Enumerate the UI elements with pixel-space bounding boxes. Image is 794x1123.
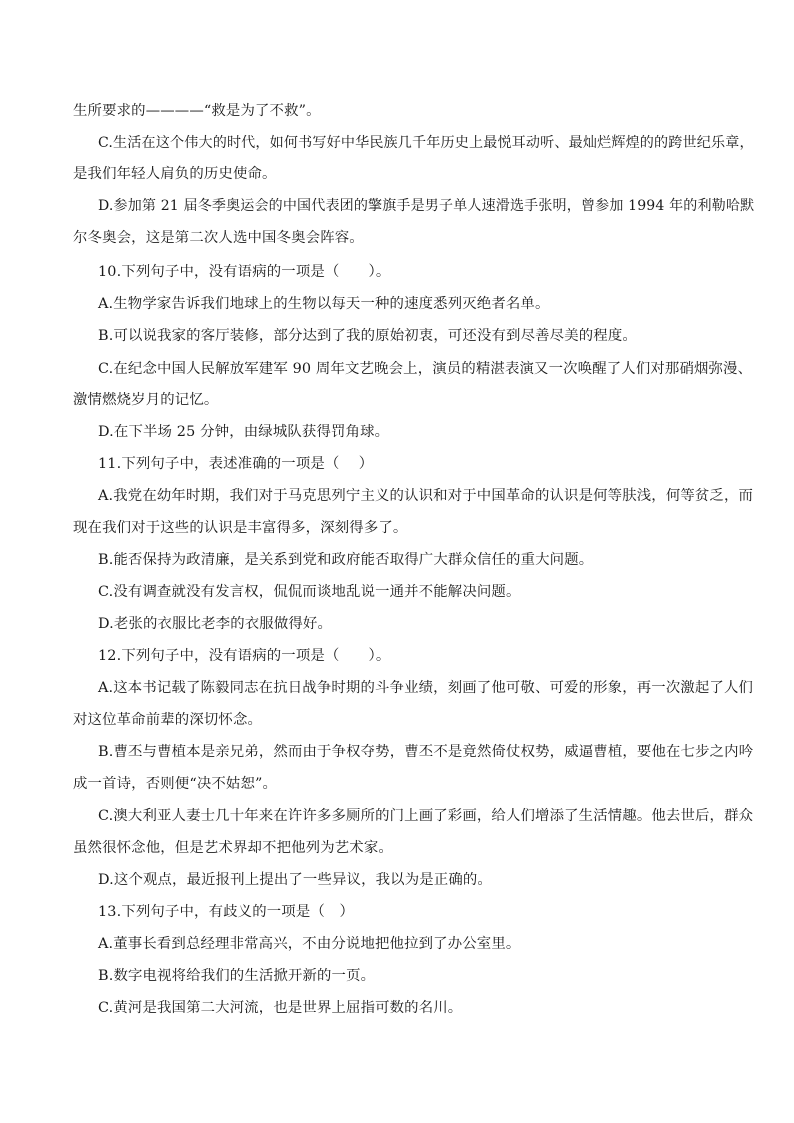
option-c-line: C.澳大利亚人妻士几十年来在许许多多厕所的门上画了彩画，给人们增添了生活情趣。他去世后，群众: [98, 808, 754, 824]
option-a-line: A.我党在幼年时期，我们对于马克思列宁主义的认识和对于中国革命的认识是何等肤浅，何等贫乏，而: [98, 488, 754, 504]
option-c-line: C.在纪念中国人民解放军建军 90 周年文艺晚会上，演员的精湛表演又一次唤醒了人们对那硝烟弥漫、: [98, 361, 753, 377]
option-d-line: D.老张的衣服比老李的衣服做得好。: [98, 616, 333, 632]
option-c-line: C.黄河是我国第二大河流，也是世界上屈指可数的名川。: [98, 1000, 463, 1016]
text-line: 激情燃烧岁月的记忆。: [73, 392, 219, 408]
text-line: 虽然很怀念他，但是艺术界却不把他列为艺术家。: [73, 840, 393, 856]
text-line: 对这位革命前辈的深切怀念。: [73, 712, 263, 728]
question-13: 13.下列句子中，有歧义的一项是（ ）: [98, 904, 354, 920]
option-a-line: A.董事长看到总经理非常高兴，不由分说地把他拉到了办公室里。: [98, 936, 521, 952]
question-12: 12.下列句子中，没有语病的一项是（ ）。: [98, 648, 391, 664]
text-line: 成一首诗，否则便“决不姑恕”。: [73, 776, 278, 792]
option-a-line: A.生物学家告诉我们地球上的生物以每天一种的速度悉列灭绝者名单。: [98, 296, 550, 312]
text-line: 现在我们对于这些的认识是丰富得多，深刻得多了。: [73, 520, 408, 536]
text-line: 生所要求的————“救是为了不救”。: [73, 103, 321, 119]
option-b-line: B.可以说我家的客厅装修，部分达到了我的原始初衷，可还没有到尽善尽美的程度。: [98, 328, 637, 344]
option-d-line: D.参加第 21 届冬季奥运会的中国代表团的擎旗手是男子单人速滑选手张明，曾参加 1994 年的利勒哈默: [98, 198, 755, 214]
option-c-line: C.生活在这个伟大的时代，如何书写好中华民族几千年历史上最悦耳动听、最灿烂辉煌的的跨世纪乐章，: [98, 135, 754, 151]
text-line: 尔冬奥会，这是第二次人选中国冬奥会阵容。: [73, 230, 364, 246]
option-a-line: A.这本书记载了陈毅同志在抗日战争时期的斗争业绩，刻画了他可敬、可爱的形象，再一次激起了人们: [98, 680, 754, 696]
text-line: 是我们年轻人肩负的历史使命。: [73, 166, 277, 182]
option-b-line: B.曹丕与曹植本是亲兄弟，然而由于争权夺势，曹丕不是竟然倚仗权势，威逼曹植，要他在七步之内吟: [98, 744, 754, 760]
question-10: 10.下列句子中，没有语病的一项是（ ）。: [98, 264, 391, 280]
option-d-line: D.在下半场 25 分钟，由绿城队获得罚角球。: [98, 424, 390, 440]
option-c-line: C.没有调查就没有发言权，侃侃而谈地乱说一通并不能解决问题。: [98, 584, 521, 600]
option-b-line: B.能否保持为政清廉，是关系到党和政府能否取得广大群众信任的重大问题。: [98, 552, 594, 568]
option-b-line: B.数字电视将给我们的生活掀开新的一页。: [98, 968, 376, 984]
option-d-line: D.这个观点，最近报刊上提出了一些异议，我以为是正确的。: [98, 872, 492, 888]
question-11: 11.下列句子中，表述准确的一项是（ ）: [98, 456, 374, 472]
